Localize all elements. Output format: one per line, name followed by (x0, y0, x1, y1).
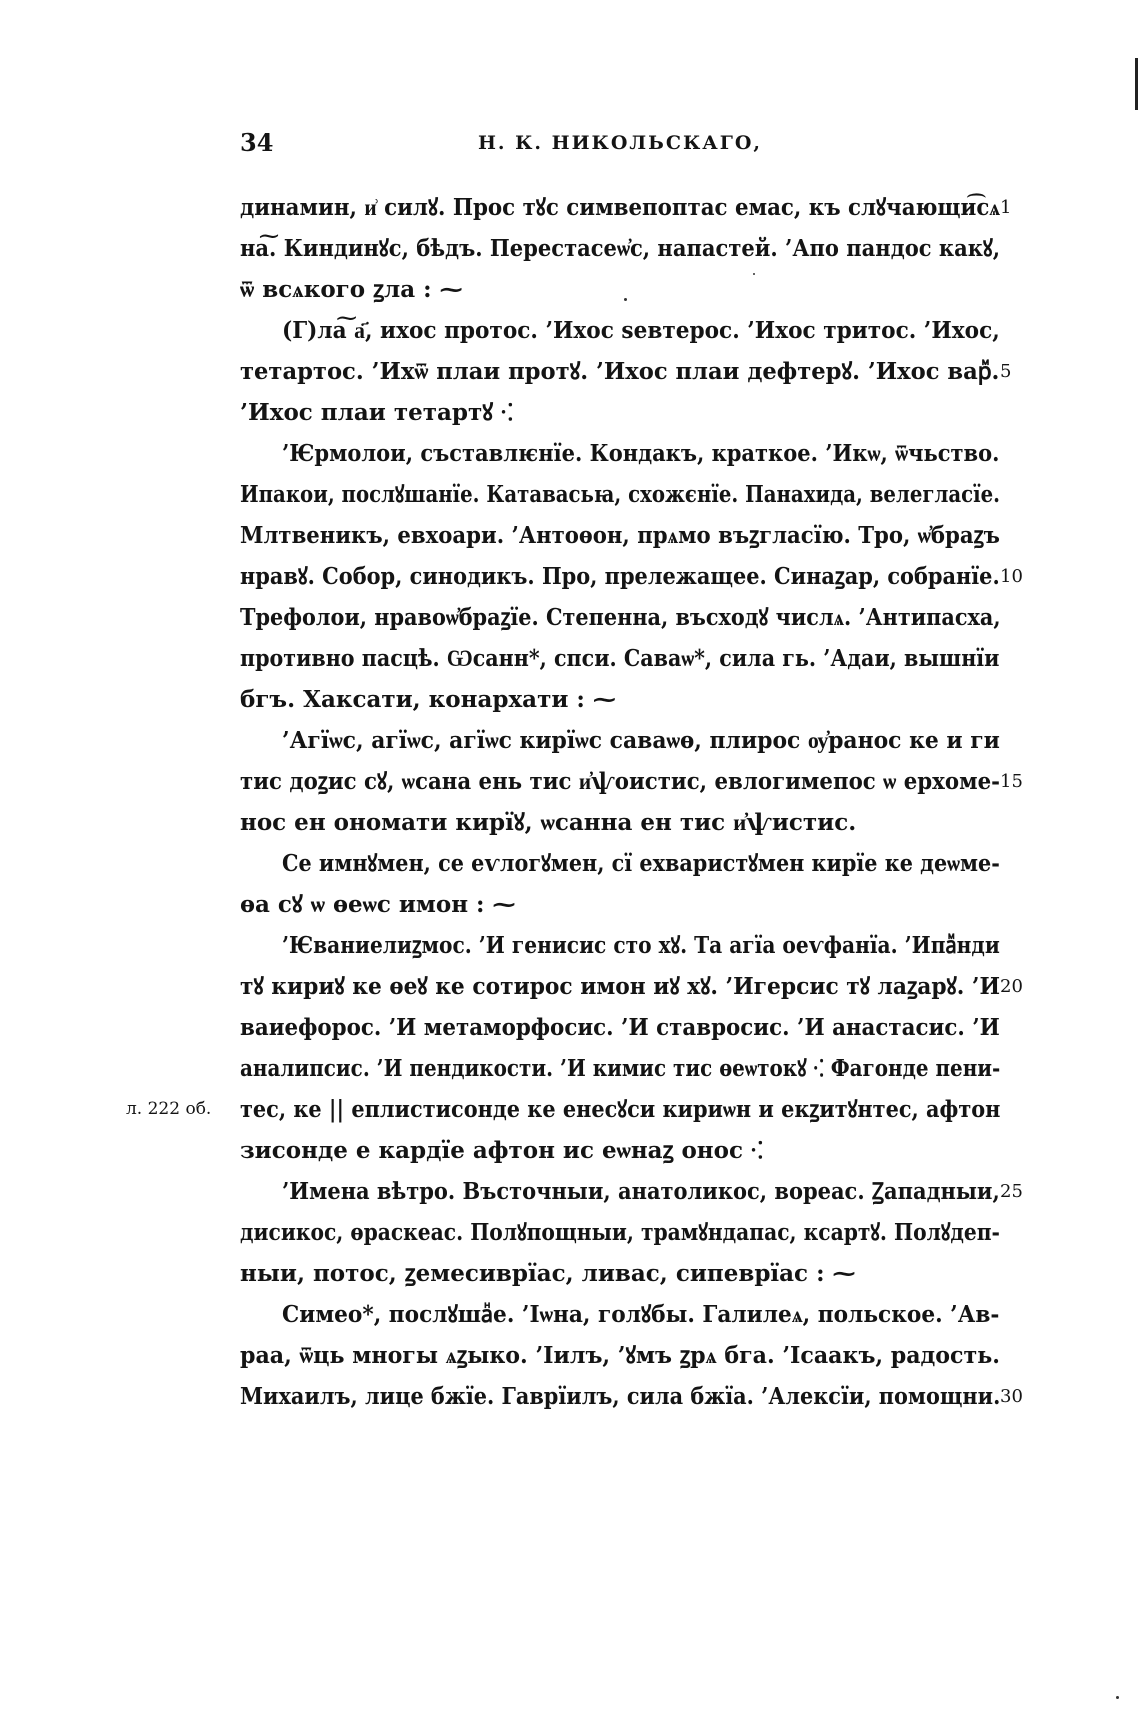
line-text: Симео*, послꙋшаⷩе. ’Іѡна, голꙋбы. Галилеѧ, польское. ’Ав- (282, 1301, 1000, 1328)
line-text: ваиефорос. ’И метаморфосис. ’И ставросис. ’И анастасис. ’И (240, 1014, 1000, 1041)
line-text: раа, ѿць многы ѧꙁыко. ’Іилъ, ’ꙋмъ ꙁрѧ бга. ’Ісаакъ, радость. (240, 1342, 1000, 1369)
line-text: Трефолои, нравоѡ҆браꙁїе. Степенна, въсходꙋ числѧ. ’Антипасха, (240, 604, 1001, 631)
line-text: тетартос. ’Ихѿ плаи протꙋ. ’Ихос плаи дефтерꙋ. ’Ихос варⷨ. (240, 358, 1000, 385)
line-text: тис доꙁис сꙋ, ѡсана ень тис и҆ѱоистис, евлогимепос ѡ ерхоме- (240, 768, 1000, 795)
line-text: нос ен ономати кирїꙋ, ѡсанна ен тис и҆ѱистис. (240, 809, 857, 836)
line-number: 30 (1000, 1386, 1023, 1407)
line-number: 25 (1000, 1181, 1023, 1202)
line-text: ѿ всѧкого ꙁла : ⁓ (240, 276, 463, 303)
line-text: дисикос, ѳраскеас. Полꙋпощныи, трамꙋндапас, ксартꙋ. Полꙋдеп- (240, 1219, 1000, 1246)
ink-speck (1116, 1696, 1119, 1699)
text-line (240, 1294, 1000, 1335)
page-number: 34 (240, 128, 274, 157)
line-number: 5 (1000, 361, 1012, 382)
line-text: ’Ѥрмолои, съставлѥнїе. Кондакъ, краткое. ’Икѡ, ѿчьство. (282, 440, 1000, 467)
text-line (240, 802, 1000, 843)
text-line (240, 1048, 1000, 1089)
line-text: Ипакои, послꙋшанїе. Катавасьꙗ, схожєнїе. Панахида, велегласїе. (240, 481, 1001, 508)
text-line (240, 884, 1000, 925)
line-text: Млтвеникъ, евхоари. ’Антоѳон, прѧмо въꙁгласїю. Тро, ѡ҆браꙁъ (240, 522, 1000, 549)
text-line (240, 761, 1023, 802)
line-text: тꙋ кириꙋ ке ѳеꙋ ке сотирос имон иꙋ хꙋ. ’Игерсис тꙋ лаꙁарꙋ. ’И (240, 973, 1001, 1000)
page-edge-mark (1135, 58, 1138, 110)
text-line (240, 1171, 1023, 1212)
line-text: тес, ке || еплистисонде ке енесꙋси кириѡн и екꙁитꙋнтес, афтон (240, 1096, 1001, 1123)
ink-speck (624, 298, 627, 301)
line-text: нравꙋ. Собор, синодикъ. Про, прележащее. Синаꙁар, собранїе. (240, 563, 1000, 590)
line-text: (Г)ла͠ а҃, ихос протос. ’Ихос ѕевтерос. ’Ихос тритос. ’Ихос, (282, 317, 1000, 344)
text-line (240, 228, 1000, 269)
running-title: Н. К. НИКОЛЬСКАГО, (477, 132, 763, 154)
text-line (240, 187, 1012, 228)
text-line (240, 310, 1000, 351)
line-text: Се имнꙋмен, се еѵлогꙋмен, сї ехваристꙋмен кирїе ке деѡме- (282, 850, 1000, 877)
line-text: аналипсис. ’И пендикости. ’И кимис тис ѳеѡтокꙋ ⁖ Фагонде пени- (240, 1055, 1001, 1082)
text-line (240, 1335, 1000, 1376)
page-header (240, 128, 1000, 168)
text-line (240, 679, 1000, 720)
text-body (126, 187, 1023, 1417)
text-line (240, 1212, 1000, 1253)
text-line (240, 351, 1012, 392)
line-number: 1 (1000, 197, 1012, 218)
text-line (126, 1089, 1001, 1130)
text-line (240, 515, 1000, 556)
line-text: ’Ѥваниелиꙁмос. ’И генисис сто хꙋ. Та агїа оеѵфанїа. ’Ипаⷨнди (282, 932, 1000, 959)
text-line (240, 433, 1000, 474)
line-text: ѳа сꙋ ѡ ѳеѡс имон : ⁓ (240, 891, 516, 918)
line-text: Михаилъ, лице бжїе. Гаврїилъ, сила бжїа. ’Алексїи, помощни. (240, 1383, 1001, 1410)
text-line (240, 474, 1000, 515)
text-line (240, 966, 1023, 1007)
text-line (240, 843, 1000, 884)
ink-speck (753, 273, 755, 275)
text-line (240, 925, 1000, 966)
text-line (240, 556, 1023, 597)
line-text: динамин, и͗ силꙋ. Прос тꙋс симвепоптас емас, къ слꙋчающи͡сѧ (240, 194, 1001, 221)
text-line (240, 638, 1000, 679)
line-text: ’Имена вѣтро. Въсточныи, анатоликос, вореас. Ꙁападныи, (282, 1178, 1000, 1205)
text-line (240, 1376, 1023, 1417)
text-line (240, 1130, 1000, 1171)
text-line (240, 597, 1000, 638)
text-line (240, 392, 1000, 433)
text-line (240, 1253, 1000, 1294)
line-number: 15 (1000, 771, 1023, 792)
line-number: 20 (1000, 976, 1023, 997)
line-text: ’Ихос плаи тетартꙋ ⁖ (240, 399, 513, 426)
text-line (240, 720, 1000, 761)
line-text: ныи, потос, ꙁемесиврїас, ливас, сипеврїас : ⁓ (240, 1260, 856, 1287)
text-line (240, 1007, 1000, 1048)
text-line (240, 269, 1000, 310)
line-text: на͠. Киндинꙋс, бѣдъ. Перестасеѡ҆с, напастей. ’Апо пандос какꙋ, (240, 235, 1001, 262)
line-text: бгъ. Хаксати, конархати : ⁓ (240, 686, 616, 713)
line-text: ’Агїѡс, агїѡс, агїѡс кирїѡс саваѡѳ, плирос ѹ̓ранос ке и ги (282, 727, 1000, 754)
line-text: зисонде е кардїе афтон ис еѡнаꙁ онос ⁖ (240, 1137, 763, 1164)
line-number: 10 (1000, 566, 1023, 587)
margin-folio-note: л. 222 об. (126, 1099, 212, 1119)
line-text: противно пасцѣ. Ѡсанн*, спси. Саваѡ*, сила гь. ’Адаи, вышнїи (240, 645, 1000, 672)
